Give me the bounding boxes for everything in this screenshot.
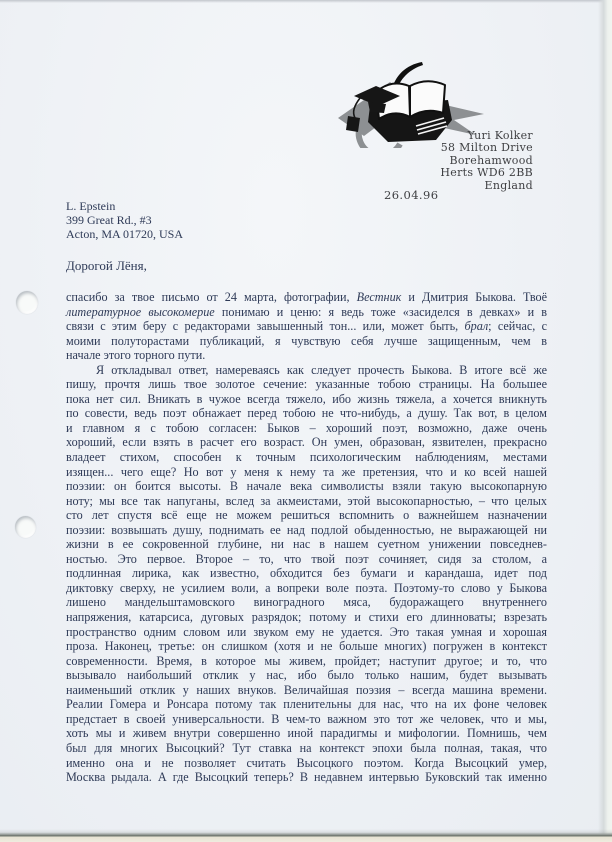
letter-body (66, 290, 547, 785)
sender-address-line: 58 Milton Drive (440, 141, 533, 155)
body-line: и главном я с тобою согласен: Быков – хороший поэт, возможно, даже очень (66, 420, 547, 435)
body-line: изящен... чего еще? Но вот у меня к нему та же претензия, что и ко всей нашей (66, 464, 547, 479)
body-line: литературное высокомерие понимаю и ценю: я ведь тоже «засиделся в девках» и в (66, 304, 547, 319)
body-line: моими полуторастами публикаций, я чувствую себя лучше защищенным, чем в (66, 333, 547, 348)
body-line: ноту; мы все так напуганы, вслед за акмеистами, этой высокопарностью, – что целых (66, 493, 547, 508)
letter-date: 26.04.96 (384, 188, 439, 202)
scan-top-edge (0, 0, 612, 3)
body-line: пока нет сил. Вникать в чужое всегда тяжело, ибо жизнь тяжела, а хочется вникнуть (66, 391, 547, 406)
body-line: Москва рыдала. А где Высоцкий теперь? В недавнем интервью Буковский так именно (66, 770, 547, 785)
body-line: спасибо за твое письмо от 24 марта, фотографии, Вестник и Дмитрия Быкова. Твоё (66, 290, 547, 304)
scan-bottom-edge (0, 829, 612, 842)
body-line: предстает в своей универсальности. В чем-то важном это тот же человек, что и мы, (66, 711, 547, 726)
recipient-address-line: L. Epstein (66, 199, 116, 213)
sender-address-line: Borehamwood (449, 153, 533, 167)
body-line: пишу, прочтя лишь твое золотое сечение: указанные тобою страницы. На большее (66, 377, 547, 392)
body-line: Реалии Гомера и Ронсара потому так пленительны для нас, что на их фоне человек (66, 697, 547, 712)
body-line: наименьший отклик у наших внуков. Величайшая поэзия – всегда машина времени. (66, 682, 547, 697)
sender-address-line: England (484, 178, 533, 192)
body-line: современности. Время, в которое мы живем, пройдет; наступит другое; и то, что (66, 653, 547, 668)
body-line: ностью. Это первое. Второе – то, что твой поэт сочиняет, сидя за столом, а (66, 551, 547, 566)
recipient-address-line: Acton, MA 01720, USA (66, 226, 184, 241)
body-line: хороший, если взять в расчет его возраст. Он умен, образован, язвителен, прекрасно (66, 435, 547, 450)
punch-hole-top (16, 291, 38, 314)
body-line: вызывало наибольший отклик у нас, ибо было только нашим, будет вызывать (66, 668, 547, 683)
body-line: проза. Наконец, третье: он слишком (хотя и не больше многих) погружен в контекст (66, 639, 547, 654)
recipient-address-line: 399 Great Rd., #3 (66, 212, 152, 227)
salutation: Дорогой Лёня, (66, 258, 147, 273)
body-line: сто лет спустя всё еще не можем решиться вспомнить о важнейшем назначении (66, 508, 547, 523)
body-line: лишено мандельштамовского виноградного мяса, будоражащего внутреннего (66, 595, 547, 610)
body-line: поэзии: возвышать душу, поднимать ее над подлой обыденностью, не выражающей ни (66, 522, 547, 537)
recipient-address-block (66, 200, 183, 241)
body-line: владеет стихом, способен к точным психологическим наблюдениям, местами (66, 450, 547, 465)
body-line: хоть мы и живем внутри совершенно иной парадигмы и мифологии. Помнишь, чем (66, 726, 547, 741)
body-line: жизни в ее сокровенной глубине, ни нас в нашем суетном унижении повседнев- (66, 537, 547, 552)
paragraph (66, 290, 547, 363)
body-line: подлинная лирика, как известно, обходится без бумаги и карандаша, идет под (66, 566, 547, 581)
scan-right-edge (598, 0, 612, 842)
body-line: Я откладывал ответ, намереваясь как следует прочесть Быкова. В итоге всё же (96, 362, 547, 377)
body-line: именно она и не позволяет считать Высоцкого поэтом. Когда Высоцкий умер, (66, 755, 547, 770)
sender-address-lines (440, 142, 533, 192)
body-line: был для многих Высоцкий? Тут ставка на контекст эпохи была полная, такая, что (66, 740, 547, 755)
body-line: напряжения, катарсиса, дуговых разрядок; потому и стихи его длинноваты; взрезать (66, 610, 547, 625)
body-line: диктовку сверху, не усилием воли, а вопреки воле поэта. Поэтому-то слово у Быкова (66, 580, 547, 595)
body-line: связи с этим беру с редакторами завышенный тон... или, может быть, брал; сейчас, с (66, 319, 548, 334)
punch-hole-bottom (15, 516, 36, 538)
sender-address-block (440, 130, 533, 192)
sender-name: Yuri Kolker (467, 129, 533, 142)
paragraph (66, 363, 547, 785)
body-line: начале этого торного пути. (66, 348, 206, 363)
body-line: пространство одним словом или звуком ему не удается. Это такая умная и хорошая (66, 624, 547, 639)
body-line: по совести, ведь поэт обнажает перед тобою не что-нибудь, а душу. Так вот, в целом (66, 406, 547, 421)
sender-address-line: Herts WD6 2BB (440, 166, 533, 180)
body-line: поэзии: он боится высоты. В начале века символисты взяли такую высокопарную (66, 479, 547, 494)
